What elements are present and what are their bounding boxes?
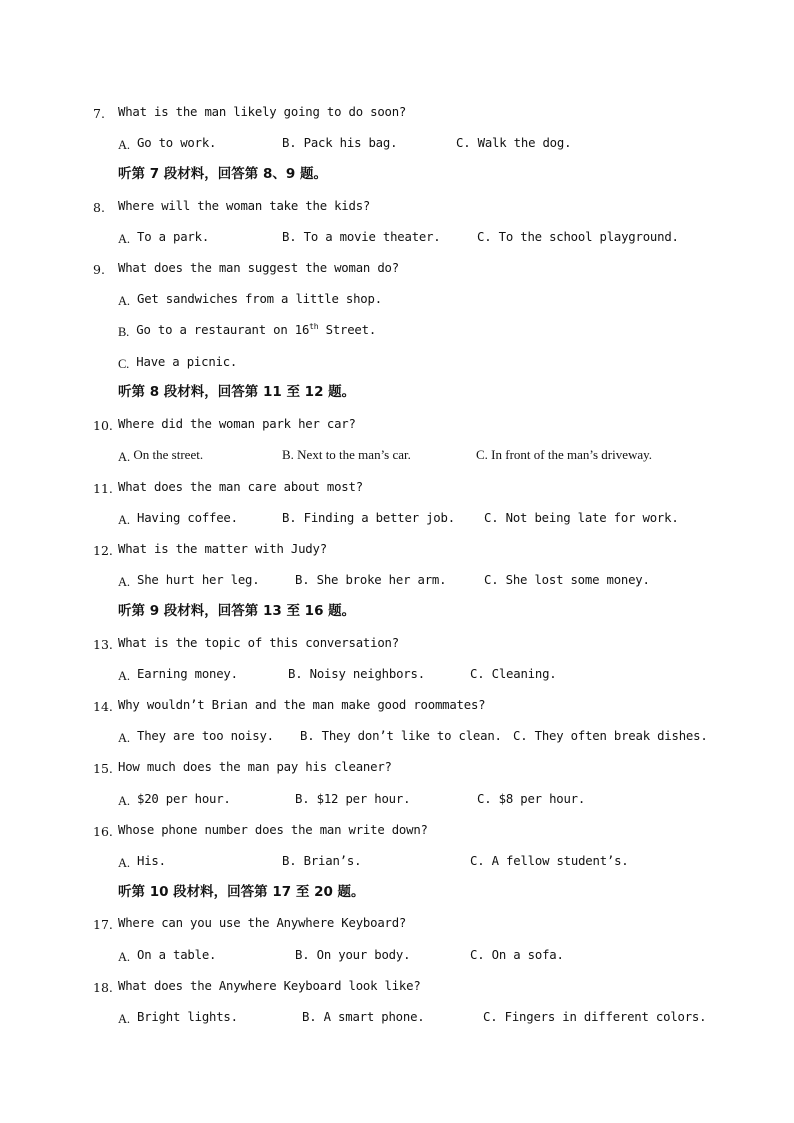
option-letter: A. bbox=[118, 950, 130, 964]
option-letter: C. bbox=[470, 667, 485, 681]
answer-option bbox=[118, 853, 166, 869]
spacer bbox=[309, 792, 316, 806]
option-text: Cleaning. bbox=[491, 667, 557, 681]
option-letter: C. bbox=[477, 230, 492, 244]
option-letter: B. bbox=[300, 729, 315, 743]
answer-option bbox=[118, 572, 259, 588]
spacer bbox=[130, 948, 137, 962]
answer-option bbox=[118, 1009, 238, 1025]
answer-option bbox=[282, 229, 441, 245]
option-letter: A. bbox=[118, 513, 130, 527]
option-text: Get sandwiches from a little shop. bbox=[136, 292, 382, 306]
option-letter: A. bbox=[118, 232, 130, 246]
question-number: 12. bbox=[93, 543, 113, 558]
option-text: On a sofa. bbox=[491, 948, 564, 962]
answer-option bbox=[300, 728, 502, 744]
spacer bbox=[130, 511, 137, 525]
option-letter: A. bbox=[118, 138, 130, 152]
option-text: $8 per hour. bbox=[498, 792, 586, 806]
option-text: Have a picnic. bbox=[136, 355, 238, 369]
spacer bbox=[130, 230, 137, 244]
answer-option bbox=[476, 447, 652, 463]
ordinal-suffix: th bbox=[309, 322, 319, 331]
answer-option bbox=[118, 354, 237, 370]
question-number: 15. bbox=[93, 761, 113, 776]
option-letter: B. bbox=[282, 511, 297, 525]
question-text: Where will the woman take the kids? bbox=[118, 199, 371, 213]
spacer bbox=[130, 136, 137, 150]
answer-option bbox=[295, 791, 410, 807]
answer-option bbox=[288, 666, 425, 682]
answer-option bbox=[118, 728, 274, 744]
answer-option bbox=[484, 510, 679, 526]
option-letter: B. bbox=[288, 667, 303, 681]
option-text: She lost some money. bbox=[505, 573, 650, 587]
option-letter: A. bbox=[118, 669, 130, 683]
spacer bbox=[498, 511, 505, 525]
option-text: On the street. bbox=[133, 447, 204, 462]
option-text: Go to a restaurant on 16 bbox=[136, 323, 310, 337]
spacer bbox=[130, 292, 137, 306]
option-letter: C. bbox=[483, 1010, 498, 1024]
spacer bbox=[296, 136, 303, 150]
option-text: Pack his bag. bbox=[303, 136, 398, 150]
answer-option bbox=[118, 229, 209, 245]
answer-option bbox=[470, 853, 629, 869]
answer-option bbox=[483, 1009, 706, 1025]
option-text: $20 per hour. bbox=[136, 792, 231, 806]
spacer bbox=[302, 667, 309, 681]
answer-option bbox=[118, 666, 238, 682]
spacer bbox=[130, 729, 137, 743]
option-text: Fingers in different colors. bbox=[504, 1010, 707, 1024]
question-text: What does the Anywhere Keyboard look like? bbox=[118, 979, 421, 993]
option-text: Noisy neighbors. bbox=[309, 667, 425, 681]
question-number: 7. bbox=[93, 106, 105, 121]
option-letter: C. bbox=[470, 948, 485, 962]
answer-option bbox=[282, 510, 455, 526]
option-letter: B. bbox=[295, 573, 310, 587]
spacer bbox=[527, 729, 534, 743]
answer-option bbox=[470, 666, 556, 682]
question-text: How much does the man pay his cleaner? bbox=[118, 760, 392, 774]
section-instruction: 听第 10 段材料，回答第 17 至 20 题。 bbox=[118, 884, 365, 900]
option-letter: C. bbox=[513, 729, 528, 743]
spacer bbox=[484, 948, 491, 962]
option-text: She broke her arm. bbox=[316, 573, 447, 587]
option-text: Go to work. bbox=[136, 136, 217, 150]
question-number: 11. bbox=[93, 481, 113, 496]
answer-option bbox=[118, 291, 382, 307]
spacer bbox=[316, 1010, 323, 1024]
option-text: They are too noisy. bbox=[136, 729, 274, 743]
section-instruction: 听第 8 段材料，回答第 11 至 12 题。 bbox=[118, 384, 356, 400]
answer-option bbox=[470, 947, 564, 963]
option-text: Walk the dog. bbox=[477, 136, 572, 150]
option-text: On a table. bbox=[136, 948, 217, 962]
answer-option bbox=[477, 791, 585, 807]
spacer bbox=[130, 854, 137, 868]
question-text: Where can you use the Anywhere Keyboard? bbox=[118, 916, 407, 930]
option-text: Having coffee. bbox=[136, 511, 238, 525]
option-letter: B. bbox=[118, 325, 130, 339]
question-text: What is the matter with Judy? bbox=[118, 542, 327, 556]
option-letter: C. bbox=[456, 136, 471, 150]
option-letter: A. bbox=[118, 575, 130, 589]
question-text: What does the man care about most? bbox=[118, 480, 363, 494]
option-text: Next to the man’s car. bbox=[297, 447, 411, 462]
option-letter: B. bbox=[282, 230, 297, 244]
answer-option bbox=[295, 572, 446, 588]
spacer bbox=[309, 573, 316, 587]
question-text: Why wouldn’t Brian and the man make good roommates? bbox=[118, 698, 486, 712]
question-number: 18. bbox=[93, 980, 113, 995]
option-letter: A. bbox=[118, 1012, 130, 1026]
question-text: What is the man likely going to do soon? bbox=[118, 105, 407, 119]
option-letter: B. bbox=[282, 854, 297, 868]
option-letter: B. bbox=[282, 136, 297, 150]
answer-option bbox=[513, 728, 708, 744]
spacer bbox=[296, 854, 303, 868]
spacer bbox=[296, 230, 303, 244]
question-text: What is the topic of this conversation? bbox=[118, 636, 399, 650]
spacer bbox=[314, 729, 321, 743]
question-text: What does the man suggest the woman do? bbox=[118, 261, 399, 275]
option-letter: A. bbox=[118, 450, 131, 464]
answer-option bbox=[484, 572, 650, 588]
spacer bbox=[484, 667, 491, 681]
spacer bbox=[130, 573, 137, 587]
question-number: 14. bbox=[93, 699, 113, 714]
section-instruction: 听第 7 段材料，回答第 8、9 题。 bbox=[118, 166, 327, 182]
option-text: She hurt her leg. bbox=[136, 573, 260, 587]
option-text: They don’t like to clean. bbox=[321, 729, 502, 743]
option-letter: A. bbox=[118, 794, 130, 808]
option-letter: C. bbox=[484, 511, 499, 525]
question-number: 10. bbox=[93, 418, 113, 433]
answer-option bbox=[118, 510, 238, 526]
option-text: $12 per hour. bbox=[316, 792, 411, 806]
question-number: 16. bbox=[93, 824, 113, 839]
spacer bbox=[498, 573, 505, 587]
question-text: Where did the woman park her car? bbox=[118, 417, 356, 431]
answer-option bbox=[118, 791, 231, 807]
answer-option bbox=[477, 229, 679, 245]
spacer bbox=[130, 667, 137, 681]
answer-option bbox=[118, 947, 216, 963]
option-letter: C. bbox=[484, 573, 499, 587]
answer-option bbox=[282, 135, 397, 151]
answer-option bbox=[456, 135, 571, 151]
answer-option bbox=[118, 135, 216, 151]
option-text: Brian’s. bbox=[303, 854, 362, 868]
answer-option bbox=[302, 1009, 425, 1025]
spacer bbox=[470, 136, 477, 150]
option-text: In front of the man’s driveway. bbox=[491, 447, 653, 462]
option-letter: A. bbox=[118, 294, 130, 308]
option-text-end: Street. bbox=[318, 323, 377, 337]
option-text: They often break dishes. bbox=[534, 729, 708, 743]
option-text: To a movie theater. bbox=[303, 230, 441, 244]
spacer bbox=[484, 854, 491, 868]
option-text: On your body. bbox=[316, 948, 411, 962]
question-number: 17. bbox=[93, 917, 113, 932]
answer-option bbox=[118, 322, 376, 338]
option-letter: B. bbox=[295, 948, 310, 962]
option-text: A fellow student’s. bbox=[491, 854, 629, 868]
spacer bbox=[491, 792, 498, 806]
option-letter: C. bbox=[477, 792, 492, 806]
option-letter: C. bbox=[470, 854, 485, 868]
answer-option bbox=[118, 447, 203, 463]
option-letter: A. bbox=[118, 731, 130, 745]
option-text: To a park. bbox=[136, 230, 210, 244]
option-text: His. bbox=[136, 854, 166, 868]
option-letter: B. bbox=[282, 447, 294, 462]
option-letter: C. bbox=[118, 357, 130, 371]
spacer bbox=[309, 948, 316, 962]
option-text: A smart phone. bbox=[323, 1010, 425, 1024]
spacer bbox=[130, 792, 137, 806]
spacer bbox=[497, 1010, 504, 1024]
spacer bbox=[296, 511, 303, 525]
section-instruction: 听第 9 段材料，回答第 13 至 16 题。 bbox=[118, 603, 356, 619]
option-letter: A. bbox=[118, 856, 130, 870]
spacer bbox=[491, 230, 498, 244]
question-number: 8. bbox=[93, 200, 105, 215]
option-text: To the school playground. bbox=[498, 230, 679, 244]
option-letter: C. bbox=[476, 447, 488, 462]
answer-option bbox=[282, 853, 361, 869]
question-text: Whose phone number does the man write down? bbox=[118, 823, 428, 837]
option-text: Not being late for work. bbox=[505, 511, 679, 525]
answer-option bbox=[282, 447, 411, 463]
spacer bbox=[130, 1010, 137, 1024]
option-text: Bright lights. bbox=[136, 1010, 238, 1024]
option-text: Earning money. bbox=[136, 667, 238, 681]
question-number: 13. bbox=[93, 637, 113, 652]
option-letter: B. bbox=[295, 792, 310, 806]
question-number: 9. bbox=[93, 262, 105, 277]
answer-option bbox=[295, 947, 410, 963]
option-letter: B. bbox=[302, 1010, 317, 1024]
option-text: Finding a better job. bbox=[303, 511, 455, 525]
